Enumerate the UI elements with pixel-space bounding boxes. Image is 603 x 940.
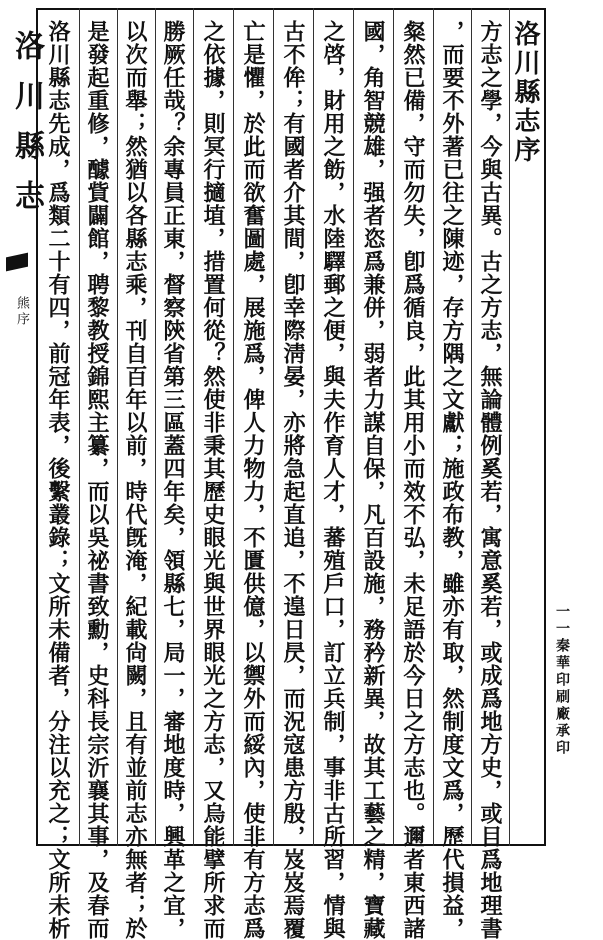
text-column: 亡是懼，於此而欲奮圖處，展施爲，俾人力物力，不匱供億，以禦外而綏內，使非有方志爲	[240, 20, 266, 940]
column-divider	[155, 8, 156, 846]
text-column: 勝厥任哉？余專員正東，督察陝省第三區蓋四年矣，領縣七，局一，審地度時，興革之宜，	[160, 20, 186, 940]
column-divider	[233, 8, 234, 846]
fishtail-mark	[6, 253, 28, 272]
text-column: 是發起重修，醵貲闢館，聘黎教授錦熙主纂，而以吳祕書致勳，史科長宗沂襄其事，及春而	[84, 20, 110, 940]
column-divider	[79, 8, 80, 846]
margin-book-title: 洛川縣志	[9, 30, 44, 230]
text-column: 國，角智競雄，强者恣爲兼併，弱者力謀自保，凡百設施，務矜新異，故其工藝之精，寶藏	[360, 20, 386, 940]
column-divider	[353, 8, 354, 846]
column-divider	[117, 8, 118, 846]
text-column: 粲然已備，守而勿失，卽爲循良，此其用小而效不弘，未足語於今日之方志也。邇者東西諸	[400, 20, 426, 940]
column-divider	[433, 8, 434, 846]
page-number: 一一	[554, 604, 570, 638]
column-divider	[471, 8, 472, 846]
column-divider	[313, 8, 314, 846]
column-divider	[193, 8, 194, 846]
text-column: ，而要不外著已往之陳迹，存方隅之文獻；施政布教，雖亦有取，然制度文爲，歷代損益，	[439, 20, 465, 940]
text-column: 方志之學，今與古異。古之方志，無論體例奚若，寓意奚若，或成爲地方史，或目爲地理書	[477, 20, 503, 940]
column-divider	[393, 8, 394, 846]
column-divider	[273, 8, 274, 846]
text-column: 以次而舉；然猶以各縣志乘，刊自百年以前，時代旣淹，紀載尙闕，且有並前志亦無者；於	[122, 20, 148, 940]
printer-imprint: 秦華印刷廠承印	[554, 638, 570, 757]
text-column: 之依據，則冥行擿埴，措置何從？然使非秉其歷史眼光與世界眼光之方志，又烏能擘所求而	[200, 20, 226, 940]
text-column: 洛川縣志先成，爲類二十有四，前冠年表，後繫叢錄；文所未備者，分注以充之；文所未析	[45, 20, 71, 940]
margin-section-label: 熊序	[14, 296, 29, 328]
page-footer	[553, 604, 571, 757]
text-column: 古不侔；有國者介其間，卽幸際淸晏，亦將急起直追，不遑日昃，而況寇患方殷，岌岌焉覆	[280, 20, 306, 940]
text-column: 之啓，財用之飭，水陸驛郵之便，與夫作育人才，蕃殖戶口，訂立兵制，事非古所習，情與	[320, 20, 346, 940]
preface-title: 洛川縣志序	[510, 20, 540, 165]
